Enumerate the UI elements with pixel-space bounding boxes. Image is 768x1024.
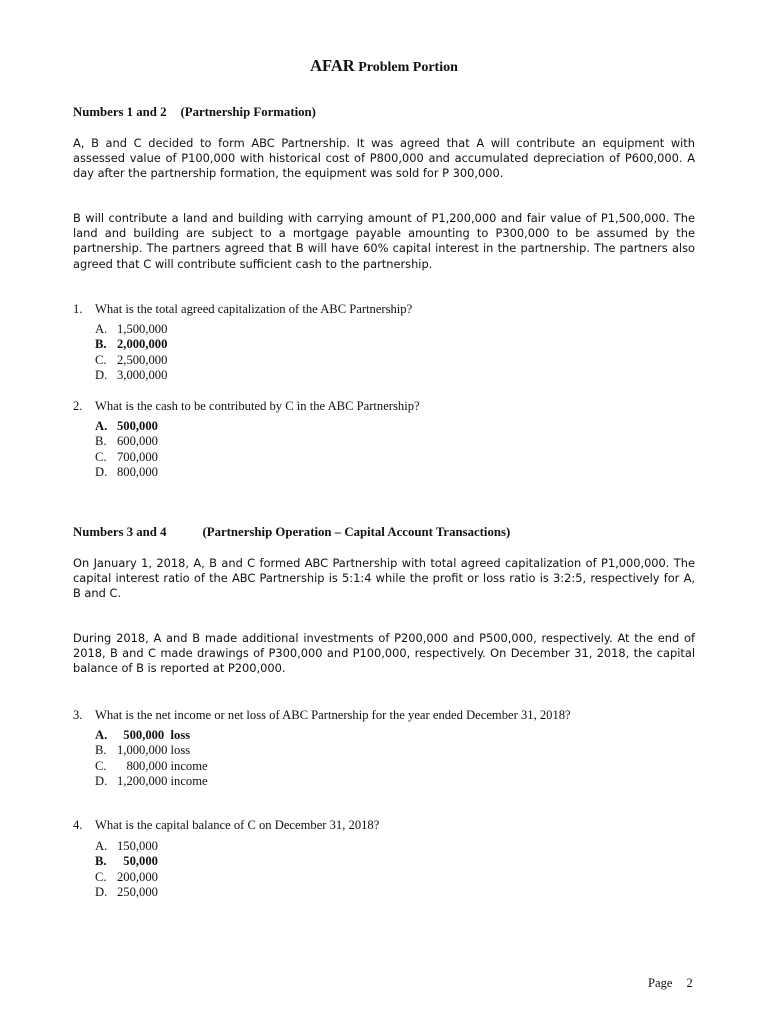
paragraph: On January 1, 2018, A, B and C formed ABC Partnership with total agreed capitalization of P1,000,000. The capital interest ratio of the ABC Partnership is 5:1:4 while the profit or loss ratio is 3:2:5, respectively for A, B and C.	[73, 556, 695, 601]
section-heading-numbers: Numbers 1 and 2	[73, 105, 167, 119]
choice-text: 150,000	[117, 839, 158, 853]
choice-item	[95, 322, 167, 337]
choice-text: 50,000	[117, 854, 158, 869]
section-heading-topic: (Partnership Formation)	[180, 105, 316, 119]
question-text: What is the cash to be contributed by C in the ABC Partnership?	[95, 399, 420, 413]
choice-letter: C.	[95, 352, 107, 367]
choice-item	[95, 870, 158, 885]
choice-letter: C.	[95, 449, 107, 464]
page-footer	[648, 976, 693, 991]
question-4	[73, 818, 695, 833]
choice-letter: D.	[95, 773, 108, 788]
question-number: 4.	[73, 818, 83, 832]
choice-item-correct	[95, 854, 158, 869]
choice-text: 1,200,000 income	[117, 773, 208, 788]
choice-text: 3,000,000	[117, 367, 168, 382]
choice-text: 2,500,000	[117, 352, 168, 367]
choice-letter: B.	[95, 743, 107, 758]
paragraph: During 2018, A and B made additional investments of P200,000 and P500,000, respectively. At the end of 2018, B and C made drawings of P300,000 and P100,000, respectively. On December 31, 2018, the capital balance of B is reported at P200,000.	[73, 631, 695, 676]
choice-text: 2,000,000	[117, 337, 168, 352]
page-title	[0, 56, 768, 76]
choice-letter: A.	[95, 839, 108, 853]
choice-list	[95, 322, 167, 383]
choice-item	[95, 353, 167, 368]
question-number: 3.	[73, 708, 83, 722]
choice-letter: C.	[95, 758, 107, 773]
choice-text: 1,500,000	[117, 322, 168, 336]
choice-text: 700,000	[117, 449, 158, 464]
choice-item	[95, 774, 208, 789]
choice-text: 600,000	[117, 434, 158, 449]
choice-letter: C.	[95, 869, 107, 884]
page-number: 2	[686, 976, 693, 990]
choice-text: 500,000	[117, 419, 158, 433]
choice-list	[95, 419, 158, 480]
title-rest: Problem Portion	[358, 60, 458, 75]
choice-item	[95, 743, 208, 758]
question-text: What is the capital balance of C on December 31, 2018?	[95, 818, 380, 832]
choice-letter: A.	[95, 322, 108, 336]
choice-letter: D.	[95, 464, 108, 479]
choice-letter: D.	[95, 367, 108, 382]
title-main: AFAR	[310, 56, 355, 75]
choice-text: 250,000	[117, 884, 158, 899]
choice-letter: B.	[95, 337, 107, 352]
choice-item	[95, 839, 158, 854]
choice-item	[95, 759, 208, 774]
question-text: What is the total agreed capitalization of the ABC Partnership?	[95, 302, 413, 316]
choice-item	[95, 885, 158, 900]
question-number: 2.	[73, 399, 83, 413]
section-heading-2	[73, 525, 510, 540]
question-3	[73, 708, 695, 723]
paragraph: B will contribute a land and building with carrying amount of P1,200,000 and fair value of P1,500,000. The land and building are subject to a mortgage payable amounting to P300,000 to be assumed by the partnership. The partners agreed that B will have 60% capital interest in the partnership. The partners also agreed that C will contribute sufficient cash to the partnership.	[73, 211, 695, 271]
choice-list	[95, 728, 208, 789]
choice-letter: B.	[95, 854, 107, 869]
choice-item	[95, 368, 167, 383]
question-text: What is the net income or net loss of ABC Partnership for the year ended December 31, 2018?	[95, 708, 571, 722]
page-label: Page	[648, 976, 673, 990]
question-number: 1.	[73, 302, 83, 316]
choice-item-correct	[95, 337, 167, 352]
choice-text: 800,000	[117, 464, 158, 479]
section-heading-numbers: Numbers 3 and 4	[73, 525, 167, 539]
section-heading-1	[73, 105, 316, 120]
question-2	[73, 399, 695, 414]
choice-text: 800,000 income	[117, 758, 208, 773]
choice-item-correct	[95, 419, 158, 434]
choice-letter: B.	[95, 434, 107, 449]
choice-item	[95, 450, 158, 465]
choice-text: 500,000 loss	[117, 728, 191, 742]
choice-letter: D.	[95, 884, 108, 899]
choice-text: 200,000	[117, 869, 158, 884]
section-heading-topic: (Partnership Operation – Capital Account Transactions)	[202, 525, 511, 539]
choice-letter: A.	[95, 419, 108, 433]
choice-item	[95, 434, 158, 449]
question-1	[73, 302, 695, 317]
choice-letter: A.	[95, 728, 108, 742]
choice-item-correct	[95, 728, 208, 743]
choice-list	[95, 839, 158, 900]
choice-text: 1,000,000 loss	[117, 743, 191, 758]
paragraph: A, B and C decided to form ABC Partnership. It was agreed that A will contribute an equipment with assessed value of P100,000 with historical cost of P800,000 and accumulated depreciation of P600,000. A day after the partnership formation, the equipment was sold for P 300,000.	[73, 136, 695, 181]
choice-item	[95, 465, 158, 480]
